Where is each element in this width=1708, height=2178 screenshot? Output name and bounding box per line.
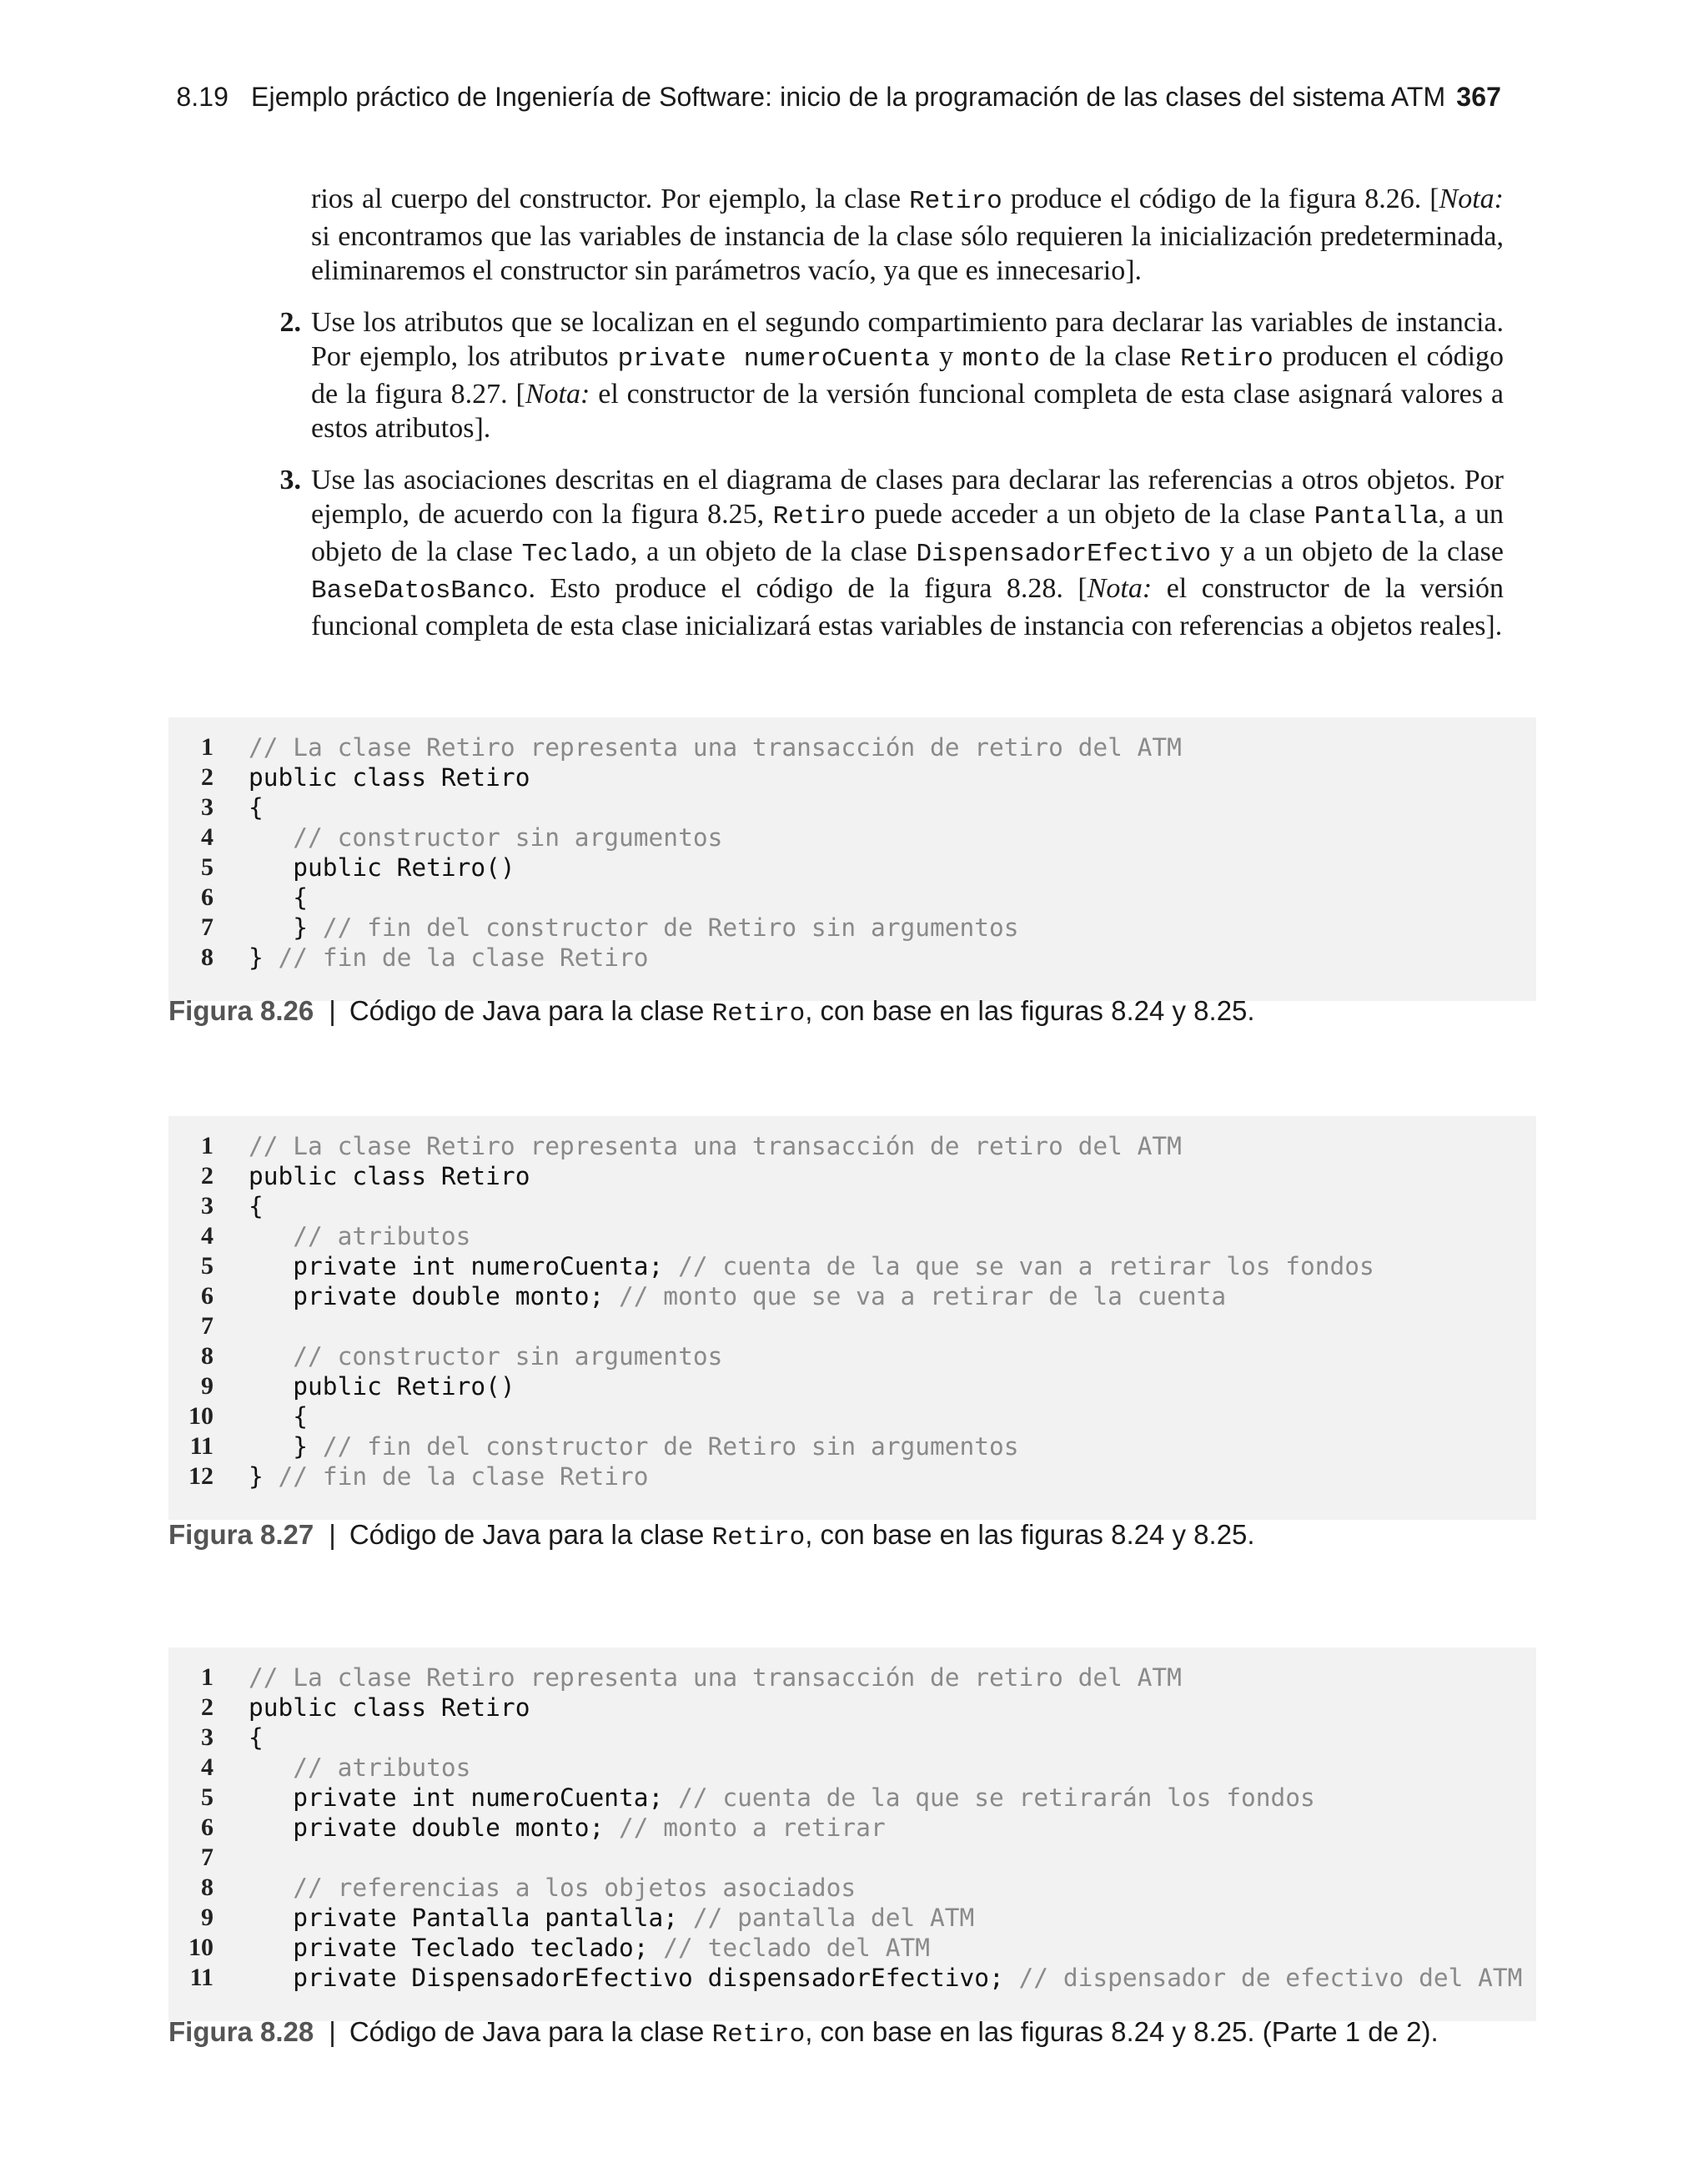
code-statement: private int numeroCuenta; bbox=[249, 1783, 679, 1812]
code-statement: private int numeroCuenta; bbox=[249, 1252, 679, 1280]
code-line bbox=[168, 1723, 1536, 1753]
line-number: 5 bbox=[201, 1783, 214, 1811]
line-number: 11 bbox=[189, 1964, 214, 1991]
code-statement: } bbox=[249, 1462, 279, 1491]
code-comment: // fin de la clase Retiro bbox=[278, 943, 649, 972]
code-statement bbox=[249, 823, 293, 852]
code-line bbox=[168, 1371, 1536, 1401]
code-text bbox=[249, 1963, 1522, 1993]
code-text bbox=[249, 762, 530, 792]
code-comment: // referencias a los objetos asociados bbox=[293, 1874, 857, 1902]
code-text bbox=[249, 1693, 530, 1723]
line-number: 1 bbox=[201, 733, 214, 761]
line-number: 10 bbox=[188, 1934, 214, 1961]
code-text bbox=[249, 943, 649, 973]
code-comment: // fin del constructor de Retiro sin argumentos bbox=[322, 913, 1019, 942]
inline-code: Retiro bbox=[909, 187, 1002, 216]
code-statement: private Teclado teclado; bbox=[249, 1934, 664, 1962]
body-text bbox=[279, 182, 1505, 643]
line-number: 6 bbox=[201, 1813, 214, 1841]
code-line bbox=[168, 1251, 1536, 1281]
code-comment: // monto que se va a retirar de la cuenta bbox=[619, 1282, 1227, 1310]
code-line bbox=[168, 1693, 1536, 1723]
list-number: 2. bbox=[279, 306, 301, 338]
code-text bbox=[249, 913, 1019, 943]
inline-code: Retiro bbox=[772, 502, 867, 531]
code-statement: public Retiro() bbox=[249, 853, 515, 882]
line-number: 4 bbox=[201, 823, 214, 851]
line-number: 9 bbox=[201, 1904, 214, 1931]
list-number: 3. bbox=[279, 464, 301, 495]
code-statement: { bbox=[249, 1402, 309, 1431]
code-statement: { bbox=[249, 1192, 264, 1220]
code-line bbox=[168, 792, 1536, 822]
line-number: 2 bbox=[201, 1162, 214, 1190]
figure-caption-8-28: Figura 8.28 | Código de Java para la clase Retiro, con base en las figuras 8.24 y 8.25. (Parte 1 de 2). bbox=[168, 2016, 1439, 2050]
line-number: 6 bbox=[201, 883, 214, 911]
code-line bbox=[168, 1903, 1536, 1933]
code-text bbox=[249, 1371, 515, 1401]
code-text bbox=[249, 1903, 974, 1933]
line-number: 3 bbox=[201, 1192, 214, 1220]
list-item-3: 3. Use las asociaciones descritas en el diagrama de clases para declarar las referencias a otros objetos. Por ejemplo, de acuerdo con la figura 8.25, Retiro puede acceder a un objeto de la clase Pantalla, a un objeto de la clase Teclado, a un objeto de la clase DispensadorEfectivo y a un objeto de la clase BaseDatosBanco. Esto produce el código de la figura 8.28. [Nota: el constructor de la versión funcional completa de esta clase inicializará estas variables de instancia con referencias a objetos reales]. bbox=[311, 463, 1504, 644]
code-line bbox=[168, 1281, 1536, 1311]
inline-code: Pantalla bbox=[1314, 502, 1439, 531]
inline-code: Teclado bbox=[521, 539, 630, 569]
code-comment: // La clase Retiro representa una transacción de retiro del ATM bbox=[249, 1663, 1182, 1692]
code-line bbox=[168, 913, 1536, 943]
line-number: 1 bbox=[201, 1132, 214, 1159]
figure-caption-8-27: Figura 8.27 | Código de Java para la clase Retiro, con base en las figuras 8.24 y 8.25. bbox=[168, 1519, 1255, 1552]
inline-code: BaseDatosBanco bbox=[311, 576, 529, 606]
code-line bbox=[168, 1131, 1536, 1161]
code-text bbox=[249, 1341, 722, 1371]
code-listing-figure-8-27 bbox=[168, 1116, 1536, 1520]
code-line bbox=[168, 822, 1536, 853]
code-text bbox=[249, 1431, 1019, 1461]
code-line bbox=[168, 1161, 1536, 1191]
code-comment: // monto a retirar bbox=[619, 1813, 886, 1842]
code-text bbox=[249, 822, 722, 853]
code-comment: // fin del constructor de Retiro sin argumentos bbox=[322, 1432, 1019, 1461]
line-number: 6 bbox=[201, 1282, 214, 1310]
running-header bbox=[0, 82, 1501, 113]
code-text bbox=[249, 1723, 264, 1753]
code-line bbox=[168, 943, 1536, 973]
code-text bbox=[249, 1401, 308, 1431]
code-statement: private double monto; bbox=[249, 1813, 620, 1842]
code-line bbox=[168, 883, 1536, 913]
line-number: 3 bbox=[201, 793, 214, 821]
code-comment: // pantalla del ATM bbox=[692, 1904, 975, 1932]
page-number: 367 bbox=[1456, 82, 1501, 112]
code-comment: // cuenta de la que se retirarán los fondos bbox=[678, 1783, 1315, 1812]
line-number: 5 bbox=[201, 853, 214, 881]
code-statement: public class Retiro bbox=[249, 1693, 530, 1722]
code-text bbox=[249, 1221, 470, 1251]
code-statement: { bbox=[249, 793, 264, 822]
code-comment: // fin de la clase Retiro bbox=[278, 1462, 649, 1491]
code-statement bbox=[249, 1222, 293, 1250]
line-number: 8 bbox=[201, 943, 214, 971]
line-number: 1 bbox=[201, 1663, 214, 1691]
line-number: 4 bbox=[201, 1753, 214, 1781]
code-line bbox=[168, 1341, 1536, 1371]
code-text bbox=[249, 1461, 649, 1491]
line-number: 7 bbox=[201, 1312, 214, 1340]
line-number: 12 bbox=[188, 1462, 214, 1490]
inline-code: DispensadorEfectivo bbox=[916, 539, 1211, 569]
code-line bbox=[168, 1843, 1536, 1873]
code-comment: // La clase Retiro representa una transacción de retiro del ATM bbox=[249, 733, 1182, 762]
code-statement: private Pantalla pantalla; bbox=[249, 1904, 693, 1932]
code-text bbox=[249, 1813, 886, 1843]
code-text bbox=[249, 883, 308, 913]
line-number: 7 bbox=[201, 1844, 214, 1871]
code-text bbox=[249, 1161, 530, 1191]
code-statement: { bbox=[249, 1723, 264, 1752]
code-text bbox=[249, 1933, 930, 1963]
list-item-2: 2. Use los atributos que se localizan en el segundo compartimiento para declarar las variables de instancia. Por ejemplo, los atributos private numeroCuenta y monto de la clase Retiro producen el código de la figura 8.27. [Nota: el constructor de la versión funcional completa de esta clase asignará valores a estos atributos]. bbox=[311, 305, 1504, 446]
line-number: 11 bbox=[189, 1432, 214, 1460]
code-comment: // cuenta de la que se van a retirar los fondos bbox=[678, 1252, 1374, 1280]
code-line bbox=[168, 732, 1536, 762]
line-number: 10 bbox=[188, 1402, 214, 1430]
code-line bbox=[168, 1191, 1536, 1221]
code-comment: // dispensador de efectivo del ATM bbox=[1018, 1964, 1523, 1992]
code-statement: private DispensadorEfectivo dispensadorEfectivo; bbox=[249, 1964, 1019, 1992]
line-number: 9 bbox=[201, 1372, 214, 1400]
inline-code: monto bbox=[962, 345, 1040, 374]
section-number: 8.19 bbox=[176, 82, 229, 112]
code-line bbox=[168, 762, 1536, 792]
code-text bbox=[249, 1191, 264, 1221]
code-line bbox=[168, 1933, 1536, 1963]
code-statement bbox=[249, 1753, 293, 1782]
code-listing-figure-8-28 bbox=[168, 1647, 1536, 2021]
code-text bbox=[249, 732, 1182, 762]
line-number: 5 bbox=[201, 1252, 214, 1280]
code-text bbox=[249, 1783, 1315, 1813]
line-number: 8 bbox=[201, 1874, 214, 1901]
line-number: 7 bbox=[201, 913, 214, 941]
code-line bbox=[168, 1431, 1536, 1461]
code-comment: // atributos bbox=[293, 1222, 471, 1250]
code-statement: private double monto; bbox=[249, 1282, 620, 1310]
code-statement: public class Retiro bbox=[249, 1162, 530, 1190]
code-text bbox=[249, 1873, 856, 1903]
code-comment: // constructor sin argumentos bbox=[293, 1342, 723, 1371]
code-text bbox=[249, 853, 515, 883]
code-line bbox=[168, 1813, 1536, 1843]
inline-code: private numeroCuenta bbox=[617, 345, 931, 374]
line-number: 4 bbox=[201, 1222, 214, 1250]
code-text bbox=[249, 1662, 1182, 1693]
code-statement: } bbox=[249, 943, 279, 972]
code-line bbox=[168, 1221, 1536, 1251]
code-line bbox=[168, 1783, 1536, 1813]
line-number: 3 bbox=[201, 1723, 214, 1751]
code-statement: } bbox=[249, 913, 323, 942]
inline-code: Retiro bbox=[1180, 345, 1273, 374]
code-statement bbox=[249, 1342, 293, 1371]
code-statement: { bbox=[249, 883, 309, 912]
code-line bbox=[168, 1662, 1536, 1693]
code-text bbox=[249, 792, 264, 822]
code-comment: // La clase Retiro representa una transacción de retiro del ATM bbox=[249, 1132, 1182, 1160]
code-line bbox=[168, 1401, 1536, 1431]
header-title: Ejemplo práctico de Ingeniería de Software: inicio de la programación de las clases del sistema ATM bbox=[251, 82, 1446, 112]
code-line bbox=[168, 1873, 1536, 1903]
code-line bbox=[168, 853, 1536, 883]
code-text bbox=[249, 1131, 1182, 1161]
line-number: 2 bbox=[201, 1693, 214, 1721]
code-text bbox=[249, 1753, 470, 1783]
code-line bbox=[168, 1753, 1536, 1783]
code-line bbox=[168, 1461, 1536, 1491]
code-statement bbox=[249, 1874, 293, 1902]
code-line bbox=[168, 1963, 1536, 1993]
code-listing-figure-8-26 bbox=[168, 717, 1536, 1001]
code-text bbox=[249, 1251, 1374, 1281]
line-number: 2 bbox=[201, 763, 214, 791]
code-statement: public Retiro() bbox=[249, 1372, 515, 1401]
paragraph-1: rios al cuerpo del constructor. Por ejemplo, la clase Retiro produce el código de la figura 8.26. [Nota: si encontramos que las variables de instancia de la clase sólo requieren la inicialización predeterminada, eliminaremos el constructor sin parámetros vacío, ya que es innecesario]. bbox=[311, 184, 1504, 286]
code-statement: } bbox=[249, 1432, 323, 1461]
code-comment: // constructor sin argumentos bbox=[293, 823, 723, 852]
line-number: 8 bbox=[201, 1342, 214, 1370]
code-statement: public class Retiro bbox=[249, 763, 530, 792]
code-line bbox=[168, 1311, 1536, 1341]
code-comment: // teclado del ATM bbox=[663, 1934, 930, 1962]
code-text bbox=[249, 1281, 1226, 1311]
figure-caption-8-26: Figura 8.26 | Código de Java para la clase Retiro, con base en las figuras 8.24 y 8.25. bbox=[168, 995, 1255, 1029]
code-comment: // atributos bbox=[293, 1753, 471, 1782]
